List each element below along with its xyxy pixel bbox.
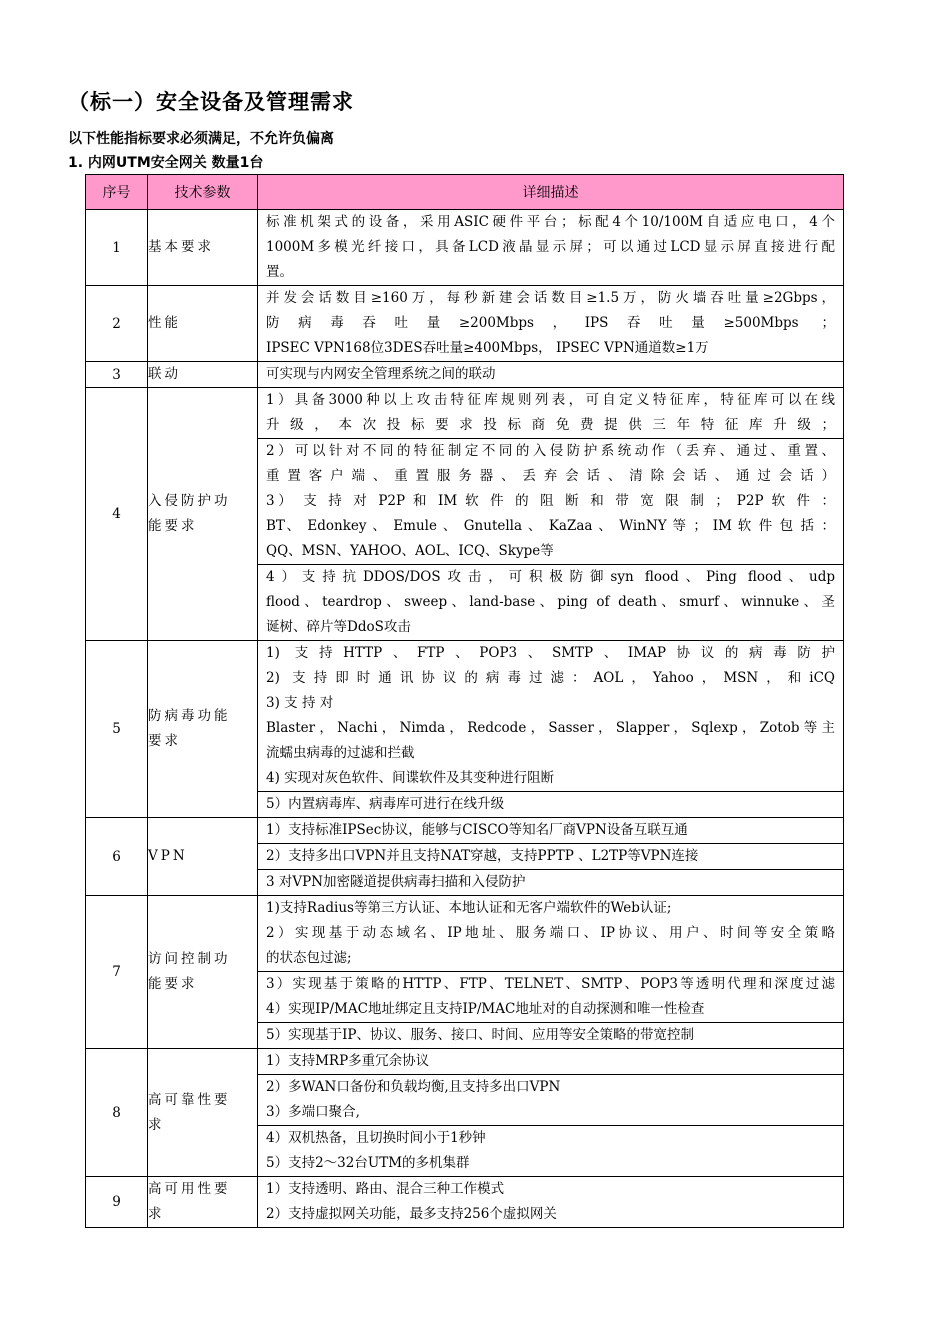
description-segment xyxy=(258,870,843,895)
description-line: Blaster，Nachi，Nimda，Redcode，Sasser，Slapper，Sqlexp，Zotob等主 xyxy=(266,720,835,736)
description-line: 防病毒吞吐量≥200Mbps，IPS吞吐量≥500Mbps ； xyxy=(266,315,835,331)
description-segment xyxy=(258,1075,843,1126)
table-row xyxy=(86,896,844,1049)
table-row xyxy=(86,388,844,641)
description-line: 4）双机热备，且切换时间小于1秒钟 xyxy=(266,1130,486,1146)
table-body xyxy=(86,210,844,1228)
description-line: 3 对VPN加密隧道提供病毒扫描和入侵防护 xyxy=(266,874,526,890)
row-description xyxy=(258,388,844,641)
parameter-line: VPN xyxy=(148,848,188,864)
table-row xyxy=(86,641,844,818)
requirement-note: 以下性能指标要求必须满足，不允许负偏离 xyxy=(68,131,334,147)
description-segment xyxy=(258,1177,843,1227)
description-segment xyxy=(258,565,843,640)
row-parameter xyxy=(148,286,258,362)
description-segment xyxy=(258,896,843,972)
description-line: 1000M多模光纤接口，具备LCD液晶显示屏；可以通过LCD显示屏直接进行配 xyxy=(266,239,835,255)
parameter-line: 防病毒功能 xyxy=(148,708,231,724)
table-row xyxy=(86,286,844,362)
row-parameter xyxy=(148,1049,258,1177)
description-line: 可实现与内网安全管理系统之间的联动 xyxy=(266,366,496,382)
description-segment xyxy=(258,286,843,361)
description-line: 升级，本次投标要求投标商免费提供三年特征库升级； xyxy=(266,417,835,433)
document-title: （标一）安全设备及管理需求 xyxy=(68,90,354,114)
description-line: 1)支持Radius等第三方认证、本地认证和无客户端软件的Web认证; xyxy=(266,900,672,916)
description-segment xyxy=(258,1126,843,1176)
row-description xyxy=(258,641,844,818)
description-line: 重置客户端、重置服务器、丢弃会话、清除会话、通过会话） xyxy=(266,468,835,484)
parameter-line: 联动 xyxy=(148,366,181,382)
row-description xyxy=(258,1177,844,1228)
description-line: 5）支持2～32台UTM的多机集群 xyxy=(266,1155,470,1171)
parameter-line: 高可靠性要 xyxy=(148,1091,231,1108)
description-line: BT、 Edonkey 、 Emule 、 Gnutella 、 KaZaa 、 WinNY 等 ； IM 软 件 包 括 ： xyxy=(266,518,835,534)
description-segment xyxy=(258,972,843,1023)
parameter-line: 能要求 xyxy=(148,518,198,534)
row-description xyxy=(258,1049,844,1177)
row-number: 3 xyxy=(86,362,148,388)
description-line: 3）实现基于策略的HTTP、FTP、TELNET、SMTP、POP3等透明代理和深度过滤 xyxy=(266,976,835,992)
row-number: 8 xyxy=(86,1049,148,1177)
description-line: 4) 实现对灰色软件、间谍软件及其变种进行阻断 xyxy=(266,770,555,786)
spec-table xyxy=(85,174,844,1228)
description-segment xyxy=(258,362,843,387)
description-line: 标准机架式的设备，采用ASIC硬件平台；标配4个10/100M自适应电口，4个 xyxy=(266,214,835,230)
row-number: 4 xyxy=(86,388,148,641)
parameter-line: 要求 xyxy=(148,733,181,749)
description-line: 4）支持抗DDOS/DOS攻击，可积极防御syn flood、Ping flood、udp xyxy=(266,569,835,585)
description-segment xyxy=(258,641,843,792)
table-row xyxy=(86,1177,844,1228)
table-header-row xyxy=(86,175,844,210)
row-description xyxy=(258,286,844,362)
row-number: 9 xyxy=(86,1177,148,1228)
header-param: 技术参数 xyxy=(148,175,258,210)
description-line: QQ、MSN、YAHOO、AOL、ICQ、Skype等 xyxy=(266,543,554,559)
description-segment xyxy=(258,1049,843,1075)
header-desc: 详细描述 xyxy=(258,175,844,210)
description-line: 4）实现IP/MAC地址绑定且支持IP/MAC地址对的自动探测和唯一性检查 xyxy=(266,1001,705,1017)
row-parameter xyxy=(148,818,258,896)
parameter-line: 高可用性要 xyxy=(148,1181,231,1197)
row-description xyxy=(258,210,844,286)
description-line: 2）可以针对不同的特征制定不同的入侵防护系统动作（丢弃、通过、重置、 xyxy=(266,443,835,459)
description-line: 5）内置病毒库、病毒库可进行在线升级 xyxy=(266,796,505,812)
row-number: 1 xyxy=(86,210,148,286)
description-line: 3） 支 持 对 P2P 和 IM 软 件 的 阻 断 和 带 宽 限 制 ； P2P 软 件 ： xyxy=(266,493,835,509)
table-row xyxy=(86,818,844,896)
description-segment xyxy=(258,1023,843,1048)
row-parameter xyxy=(148,641,258,818)
description-line: 5）实现基于IP、协议、服务、接口、时间、应用等安全策略的带宽控制 xyxy=(266,1027,695,1043)
description-line: 3）多端口聚合, xyxy=(266,1104,360,1120)
description-line: 1) 支持HTTP、FTP、POP3、SMTP、IMAP协议的病毒防护 xyxy=(266,645,835,661)
row-parameter xyxy=(148,1177,258,1228)
row-number: 5 xyxy=(86,641,148,818)
parameter-line: 求 xyxy=(148,1116,165,1133)
description-line: 1）支持MRP多重冗余协议 xyxy=(266,1053,430,1069)
row-description xyxy=(258,896,844,1049)
description-line: 流蠕虫病毒的过滤和拦截 xyxy=(266,745,415,761)
row-parameter xyxy=(148,388,258,641)
description-segment xyxy=(258,388,843,439)
header-num: 序号 xyxy=(86,175,148,210)
parameter-line: 访问控制功 xyxy=(148,951,231,967)
table-row xyxy=(86,362,844,388)
row-parameter xyxy=(148,210,258,286)
description-line: 诞树、碎片等DdoS攻击 xyxy=(266,619,411,635)
description-line: 2）实现基于动态域名、IP地址、服务端口、IP协议、用户、时间等安全策略 xyxy=(266,925,835,941)
description-line: 的状态包过滤; xyxy=(266,950,352,966)
description-line: flood、teardrop、sweep、land-base、ping of death、smurf、winnuke、圣 xyxy=(266,594,835,610)
description-line: 1）具备3000种以上攻击特征库规则列表，可自定义特征库，特征库可以在线 xyxy=(266,392,835,408)
parameter-line: 能要求 xyxy=(148,976,198,992)
description-segment xyxy=(258,210,843,285)
section-heading: 1. 内网UTM安全网关 数量1台 xyxy=(68,155,264,171)
description-segment xyxy=(258,439,843,565)
row-description xyxy=(258,362,844,388)
parameter-line: 求 xyxy=(148,1206,165,1222)
row-description xyxy=(258,818,844,896)
row-number: 2 xyxy=(86,286,148,362)
description-line: 置。 xyxy=(266,264,293,280)
parameter-line: 基本要求 xyxy=(148,239,214,255)
description-line: 并发会话数目≥160万，每秒新建会话数目≥1.5万，防火墙吞吐量≥2Gbps， xyxy=(266,290,835,306)
description-segment xyxy=(258,818,843,844)
description-segment xyxy=(258,844,843,870)
parameter-line: 性能 xyxy=(148,315,181,331)
row-parameter xyxy=(148,362,258,388)
description-line: 2）支持虚拟网关功能，最多支持256个虚拟网关 xyxy=(266,1206,557,1222)
description-line: 1）支持标准IPSec协议，能够与CISCO等知名厂商VPN设备互联互通 xyxy=(266,822,688,838)
description-line: 3) 支 持 对 xyxy=(266,695,334,711)
description-line: IPSEC VPN168位3DES吞吐量≥400Mbps， IPSEC VPN通道数≥1万 xyxy=(266,340,709,356)
description-line: 1）支持透明、路由、混合三种工作模式 xyxy=(266,1181,505,1197)
parameter-line: 入侵防护功 xyxy=(148,493,231,509)
row-number: 7 xyxy=(86,896,148,1049)
row-parameter xyxy=(148,896,258,1049)
description-line: 2）支持多出口VPN并且支持NAT穿越，支持PPTP 、L2TP等VPN连接 xyxy=(266,848,699,864)
description-line: 2）多WAN口备份和负载均衡,且支持多出口VPN xyxy=(266,1079,561,1095)
row-number: 6 xyxy=(86,818,148,896)
description-line: 2) 支持即时通讯协议的病毒过滤：AOL，Yahoo，MSN，和iCQ xyxy=(266,670,835,686)
description-segment xyxy=(258,792,843,817)
table-row xyxy=(86,210,844,286)
table-row xyxy=(86,1049,844,1177)
